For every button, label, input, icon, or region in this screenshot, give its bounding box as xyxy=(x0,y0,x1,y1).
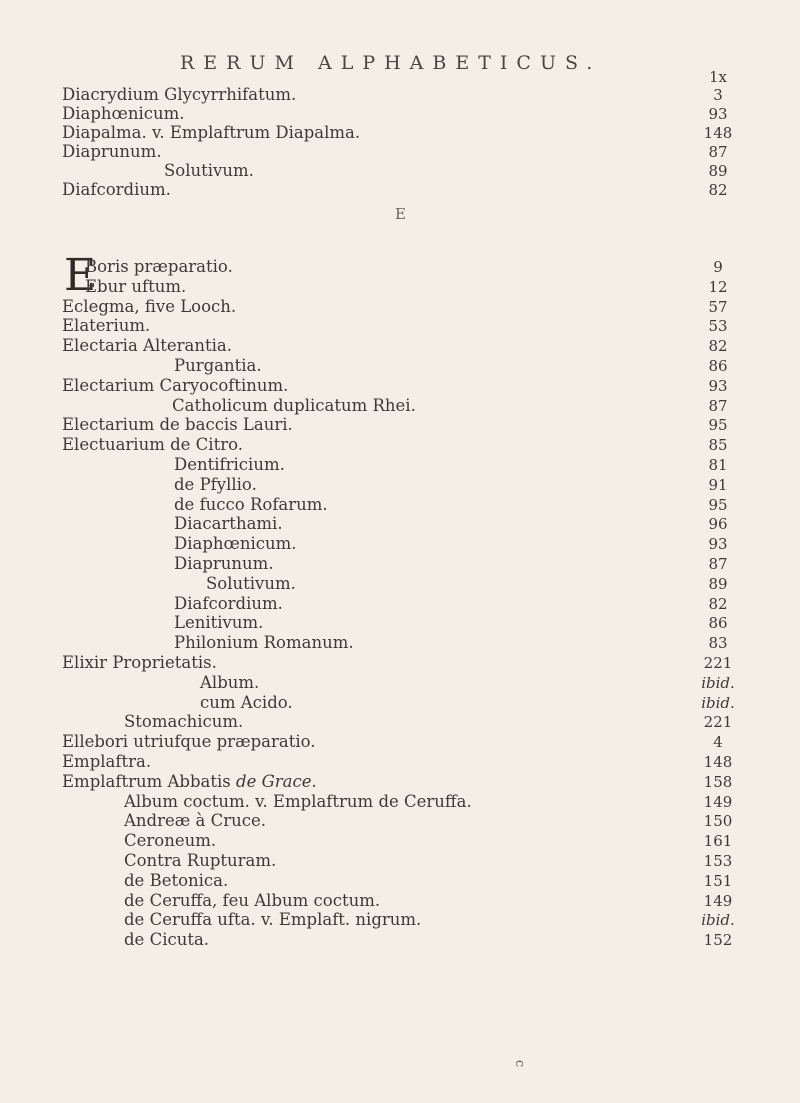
page-number: 1x xyxy=(708,68,727,86)
entry-text: Emplaftra. xyxy=(62,752,152,771)
page-ref: 149 xyxy=(703,892,733,910)
page-ref: 12 xyxy=(708,278,728,296)
page-ref: 91 xyxy=(708,476,728,494)
page-ref: 158 xyxy=(703,773,733,791)
main-entry xyxy=(0,335,800,357)
entry-text: Purgantia. xyxy=(174,356,262,375)
entry-text: Catholicum duplicatum Rhei. xyxy=(172,396,416,415)
page-ref: 152 xyxy=(703,931,733,949)
entry-text: Ceroneum. xyxy=(124,831,217,850)
section-letter: E xyxy=(395,205,406,223)
main-entry xyxy=(0,632,800,654)
main-entry xyxy=(0,533,800,555)
entry-text: Ellebori utriufque præparatio. xyxy=(62,732,316,751)
page-ref: 85 xyxy=(708,436,728,454)
page-ref: 149 xyxy=(703,793,733,811)
page-ref: 9 xyxy=(713,258,723,276)
main-entry xyxy=(0,652,800,674)
main-entry xyxy=(0,810,800,832)
entry-text: Dentifricium. xyxy=(174,455,285,474)
entry-text: Boris præparatio. xyxy=(85,257,233,276)
page-ref: 221 xyxy=(703,713,733,731)
page-ref: 82 xyxy=(708,181,728,199)
page-ref: ibid. xyxy=(701,911,735,929)
entry-text: Diaprunum. xyxy=(62,142,162,161)
page-ref: 3 xyxy=(713,86,723,104)
page-ref: 148 xyxy=(703,124,733,142)
page-ref: 93 xyxy=(708,377,728,395)
page-ref: 86 xyxy=(708,357,728,375)
entry-text: de Ceruffa, feu Album coctum. xyxy=(124,891,381,910)
main-entry xyxy=(0,553,800,575)
entry-text: Elixir Proprietatis. xyxy=(62,653,217,672)
entry-text: Electarium de baccis Lauri. xyxy=(62,415,293,434)
page-ref: 148 xyxy=(703,753,733,771)
entry-text: Philonium Romanum. xyxy=(174,633,354,652)
page-ref: 93 xyxy=(708,105,728,123)
main-entry xyxy=(0,870,800,892)
entry-text: Electarium Caryocoftinum. xyxy=(62,376,289,395)
entry-text: Stomachicum. xyxy=(124,712,244,731)
main-entry xyxy=(0,434,800,456)
entry-text: Album coctum. v. Emplaftrum de Ceruffa. xyxy=(124,792,472,811)
main-entry xyxy=(0,612,800,634)
page-ref: 87 xyxy=(708,143,728,161)
page-ref: 53 xyxy=(708,317,728,335)
page-ref: 81 xyxy=(708,456,728,474)
page-ref: ibid. xyxy=(701,694,735,712)
page-ref: 82 xyxy=(708,337,728,355)
entry-text: de fucco Rofarum. xyxy=(174,495,328,514)
entry-text: Electaria Alterantia. xyxy=(62,336,232,355)
main-entry xyxy=(0,414,800,436)
page-ref: ibid. xyxy=(701,674,735,692)
main-entry xyxy=(0,276,800,298)
main-entry xyxy=(0,672,800,694)
page-ref: 89 xyxy=(708,162,728,180)
entry-text: Elaterium. xyxy=(62,316,151,335)
page-ref: 96 xyxy=(708,515,728,533)
entry-text: Diapalma. v. Emplaftrum Diapalma. xyxy=(62,123,361,142)
entry-text: Diafcordium. xyxy=(174,594,283,613)
entry-text: Diafcordium. xyxy=(62,180,171,199)
page-ref: 151 xyxy=(703,872,733,890)
main-entry xyxy=(0,454,800,476)
main-entry xyxy=(0,513,800,535)
page-ref: 82 xyxy=(708,595,728,613)
entry-text: Diaphœnicum. xyxy=(174,534,297,553)
main-entry xyxy=(0,573,800,595)
entry-text: cum Acido. xyxy=(200,693,293,712)
page-ref: 93 xyxy=(708,535,728,553)
page-ref: 150 xyxy=(703,812,733,830)
entry-text: Diacarthami. xyxy=(174,514,283,533)
running-header: RERUM ALPHABETICUS. xyxy=(180,52,602,74)
main-entry xyxy=(0,731,800,753)
page-ref: 221 xyxy=(703,654,733,672)
main-entry xyxy=(0,909,800,931)
entry-text: Diacrydium Glycyrrhifatum. xyxy=(62,85,297,104)
entry-text: Electuarium de Citro. xyxy=(62,435,243,454)
main-entry xyxy=(0,474,800,496)
signature-mark: c xyxy=(512,1059,528,1068)
entry-text: Album. xyxy=(200,673,260,692)
entry-text: Lenitivum. xyxy=(174,613,264,632)
page-ref: 95 xyxy=(708,416,728,434)
page-ref: 95 xyxy=(708,496,728,514)
main-entry xyxy=(0,355,800,377)
main-entry xyxy=(0,711,800,733)
page-ref: 87 xyxy=(708,555,728,573)
page-ref: 161 xyxy=(703,832,733,850)
entry-text: Emplaftrum Abbatis de Grace. xyxy=(62,772,317,791)
page-ref: 57 xyxy=(708,298,728,316)
page-ref: 153 xyxy=(703,852,733,870)
page-ref: 87 xyxy=(708,397,728,415)
entry-text: Solutivum. xyxy=(164,161,254,180)
entry-text: Eclegma, five Looch. xyxy=(62,297,237,316)
entry-text: Diaphœnicum. xyxy=(62,104,185,123)
main-entry xyxy=(0,256,800,278)
main-entry xyxy=(0,751,800,773)
entry-text: de Pfyllio. xyxy=(174,475,257,494)
entry-text: de Ceruffa ufta. v. Emplaft. nigrum. xyxy=(124,910,422,929)
main-entry xyxy=(0,315,800,337)
entry-text: Contra Rupturam. xyxy=(124,851,277,870)
page-ref: 86 xyxy=(708,614,728,632)
main-entry xyxy=(0,771,800,793)
entry-text: Solutivum. xyxy=(206,574,296,593)
entry-italic: de Grace. xyxy=(236,772,317,791)
entry-text: de Cicuta. xyxy=(124,930,210,949)
main-entry xyxy=(0,929,800,951)
entry-text: de Betonica. xyxy=(124,871,229,890)
page-ref: 83 xyxy=(708,634,728,652)
entry-text: Diaprunum. xyxy=(174,554,274,573)
main-entry xyxy=(0,850,800,872)
page-ref: 89 xyxy=(708,575,728,593)
entry-text: Ebur uftum. xyxy=(85,277,187,296)
main-entry xyxy=(0,375,800,397)
page-ref: 4 xyxy=(713,733,723,751)
entry-text: Andreæ à Cruce. xyxy=(124,811,266,830)
drop-cap: E xyxy=(64,250,97,301)
main-entry xyxy=(0,830,800,852)
top-entry xyxy=(0,179,800,201)
